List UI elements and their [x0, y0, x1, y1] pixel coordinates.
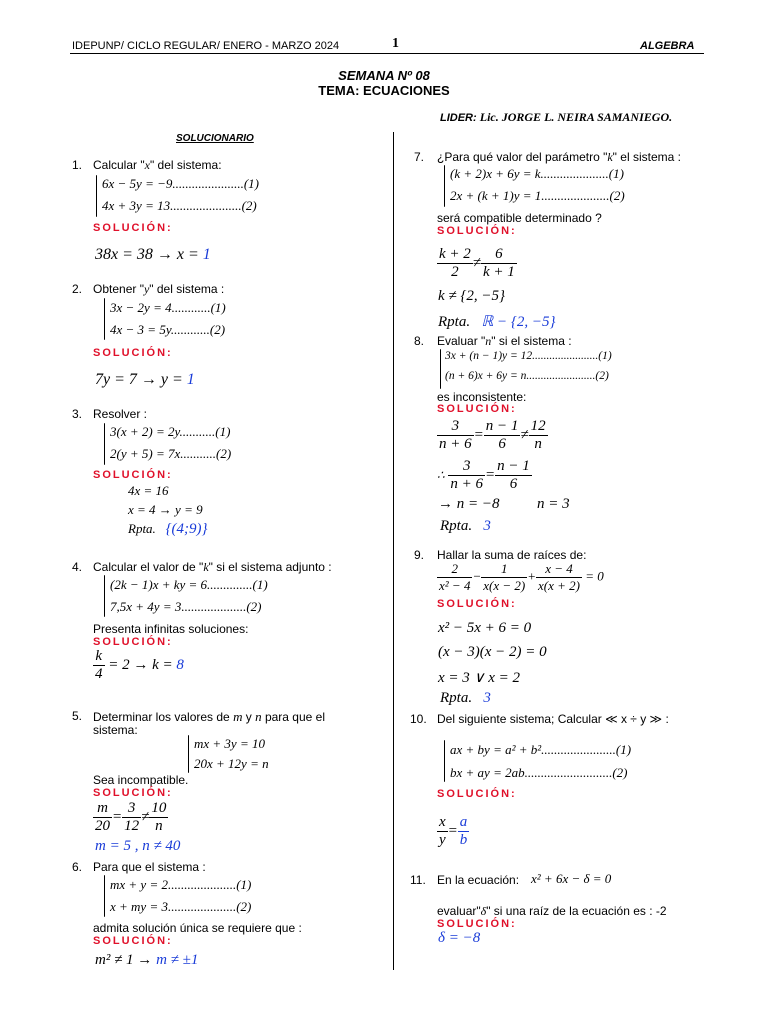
problem-4-text-a: Calcular el valor de " [93, 560, 204, 574]
problem-8-answer: 3 [483, 518, 491, 534]
problem-8-fraction-a [437, 418, 474, 453]
problem-9-rhs: = 0 [585, 568, 604, 584]
problem-9-rpta-label: Rpta. [440, 690, 473, 706]
problem-7-eq1: (k + 2)x + 6y = k.....................(1) [450, 166, 624, 181]
problem-4-answer: 8 [176, 656, 184, 673]
problem-5-solution: $\frac{m}{20}$ = $\frac{3}{12}$ ≠ $\frac{10}{n}$ [95, 800, 167, 834]
solucionario-heading: SOLUCIONARIO [176, 133, 254, 144]
problem-7-f1-num: k + 2 [439, 246, 471, 262]
problem-3-number: 3. [72, 407, 83, 421]
problem-8-a2-num: 3 [448, 458, 485, 476]
problem-6-number: 6. [72, 860, 83, 874]
problem-8-condition: es inconsistente: [437, 390, 527, 404]
problem-9-f3-num: x − 4 [536, 561, 582, 578]
lider-line [440, 110, 672, 125]
problem-8-step-1: $\frac{3}{n + 6}$ = $\frac{n - 1}{6}$ ≠ $\frac{12}{n}$ [439, 418, 546, 452]
problem-5-number: 5. [72, 709, 83, 723]
problem-10-f1-num: x [439, 814, 446, 830]
problem-2-answer: 1 [186, 371, 195, 388]
problem-1-solution [95, 246, 211, 264]
problem-11-solution-label: SOLUCIÓN: [437, 918, 517, 930]
problem-11-text2-b: " si una raíz de la ecuación es : -2 [486, 904, 667, 918]
problem-5-solution-label: SOLUCIÓN: [93, 787, 173, 799]
problem-1-eq2: 4x + 3y = 13......................(2) [102, 198, 257, 213]
problem-3-statement: Resolver : [93, 407, 148, 421]
problem-3-step-1: 4x = 16 [128, 483, 169, 498]
problem-4-text-b: " si el sistema adjunto : [208, 560, 332, 574]
problem-9-fraction-1 [437, 561, 472, 594]
problem-8-b-num: n − 1 [485, 418, 519, 434]
header-course: IDEPUNP/ CICLO REGULAR/ ENERO - MARZO 2024 [72, 40, 340, 52]
problem-5-eq1: mx + 3y = 10 [194, 736, 265, 751]
problem-8-c-num: 12 [530, 418, 546, 434]
problem-8-eq2: (n + 6)x + 6y = n........................(2) [445, 370, 609, 382]
problem-10-fraction-1 [437, 814, 448, 849]
problem-9-equation: $\frac{2}{\text{x² − 4}}$ − $\frac{1}{x(x - 2)}$ + $\frac{x - 4}{x(x + 2)}$ = 0 [439, 561, 604, 593]
problem-2-brace [104, 298, 105, 340]
problem-8-step-4: n = 3 [537, 496, 570, 512]
week-title: SEMANA Nº 08 [338, 68, 430, 83]
problem-7-var: k [607, 150, 613, 164]
problem-3-answer-line [128, 521, 208, 538]
problem-8-step-2: ∴ $\frac{3}{n + 6}$ = $\frac{n - 1}{6}$ [437, 458, 530, 492]
problem-4-statement [93, 560, 332, 575]
problem-9-statement: Hallar la suma de raíces de: [437, 548, 587, 562]
problem-9-number: 9. [414, 548, 425, 562]
problem-4-fraction-num: k [93, 648, 105, 666]
problem-5-brace [188, 735, 189, 773]
problem-9-f2-num: 1 [481, 561, 527, 578]
problem-2-eq1: 3x − 2y = 4............(1) [110, 300, 226, 315]
problem-10-brace [444, 740, 445, 782]
problem-5-f2-den: 12 [124, 818, 140, 834]
problem-6-brace [104, 875, 105, 917]
problem-10-answer-num: a [459, 814, 468, 830]
problem-6-condition: admita solución única se requiere que : [93, 921, 302, 935]
problem-8-solution-label: SOLUCIÓN: [437, 403, 517, 415]
problem-8-a2-den: n + 6 [450, 476, 484, 492]
problem-5-statement-cont: sistema: [93, 723, 138, 737]
problem-10-number: 10. [410, 712, 427, 726]
problem-7-number: 7. [414, 150, 425, 164]
problem-8-statement [437, 334, 572, 349]
problem-5-fraction-2 [122, 800, 141, 835]
problem-5-f3-den: n [155, 818, 163, 834]
header-subject: ALGEBRA [640, 40, 695, 52]
problem-5-f2-num: 3 [122, 800, 141, 818]
problem-6-solution-label: SOLUCIÓN: [93, 935, 173, 947]
problem-8-b2-den: 6 [509, 476, 518, 492]
problem-10-statement: Del siguiente sistema; Calcular ≪ x ÷ y ≫ : [437, 712, 669, 726]
header-rule [70, 53, 704, 54]
problem-10-solution-label: SOLUCIÓN: [437, 788, 517, 800]
problem-6-eq1: mx + y = 2.....................(1) [110, 877, 252, 892]
problem-5-fraction-1 [93, 800, 112, 835]
problem-8-c-den: n [534, 436, 542, 452]
problem-5-f1-num: m [93, 800, 112, 818]
problem-3-rpta-label: Rpta. [128, 521, 156, 536]
problem-5-text-a: Determinar los valores de [93, 710, 234, 724]
problem-11-equation: x² + 6x − δ = 0 [531, 871, 612, 886]
problem-7-solution-label: SOLUCIÓN: [437, 225, 517, 237]
problem-2-text-a: Obtener " [93, 282, 144, 296]
lider-name: Lic. JORGE L. NEIRA SAMANIEGO. [479, 110, 673, 124]
problem-5-f3-num: 10 [151, 800, 167, 816]
problem-8-b2-num: n − 1 [497, 458, 530, 474]
problem-4-brace [104, 575, 105, 617]
problem-8-text-b: " si el sistema : [491, 334, 572, 348]
problem-9-step-3: x = 3 ∨ x = 2 [438, 670, 521, 686]
problem-11-var: δ [480, 904, 487, 918]
problem-6-statement: Para que el sistema : [93, 860, 206, 874]
problem-7-solution-1: $\frac{k + 2}{2}$ ≠ $\frac{6}{k + 1}$ [439, 246, 515, 280]
problem-11-text2-a: evaluar" [437, 904, 481, 918]
problem-2-var: y [143, 282, 150, 296]
problem-1-eq1: 6x − 5y = −9......................(1) [102, 176, 260, 191]
problem-10-eq2: bx + ay = 2ab...........................(2) [450, 765, 628, 780]
problem-8-fraction-b [484, 418, 521, 453]
problem-8-fraction-c [529, 418, 548, 453]
lider-label: LIDER: [440, 112, 477, 124]
problem-1-solution-text: 38x = 38 → x = [95, 246, 203, 263]
problem-7-f1-den: 2 [451, 264, 459, 280]
problem-10-answer-den: b [459, 832, 468, 848]
problem-7-f2-den: k + 1 [483, 264, 515, 280]
problem-8-fraction-a2 [448, 458, 485, 493]
problem-2-eq2: 4x − 3 = 5y............(2) [110, 322, 226, 337]
implies-icon: ∴ [437, 467, 445, 482]
problem-5-condition: Sea incompatible. [93, 773, 189, 787]
problem-5-f1-den: 20 [95, 818, 110, 834]
problem-9-f2-den: x(x − 2) [483, 578, 526, 593]
problem-7-rpta-label: Rpta. [438, 314, 471, 330]
problem-10-eq1: ax + by = a² + b².......................(1) [450, 742, 632, 757]
problem-7-fraction-2 [481, 246, 517, 281]
problem-11-answer: δ = −8 [438, 930, 481, 946]
problem-2-solution [95, 371, 195, 389]
problem-8-a-num: 3 [437, 418, 474, 436]
problem-8-brace [440, 349, 441, 389]
problem-10-answer-fraction [458, 814, 470, 849]
problem-4-eq2: 7,5x + 4y = 3....................(2) [110, 599, 262, 614]
problem-9-answer-line [440, 690, 491, 707]
problem-9-solution-label: SOLUCIÓN: [437, 598, 517, 610]
problem-3-brace [104, 423, 105, 465]
topic-title: TEMA: ECUACIONES [318, 83, 450, 98]
problem-5-text-mid: y [242, 710, 256, 724]
problem-3-eq2: 2(y + 5) = 7x...........(2) [110, 446, 232, 461]
problem-5-text-b: para que el [261, 710, 326, 724]
problem-5-fraction-3 [149, 800, 168, 835]
problem-8-eq1: 3x + (n − 1)y = 12.......................(1) [445, 350, 612, 362]
problem-1-text-b: " del sistema: [149, 158, 222, 172]
problem-9-step-1: x² − 5x + 6 = 0 [438, 620, 532, 636]
problem-10-solution: $\frac{x}{y}$ = $\frac{a}{b}$ [439, 814, 468, 848]
problem-4-fraction-den: 4 [95, 666, 103, 682]
problem-7-fraction-1 [437, 246, 473, 281]
problem-8-a-den: n + 6 [439, 436, 472, 452]
problem-4-eq1: (2k − 1)x + ky = 6..............(1) [110, 577, 268, 592]
problem-7-solution-2: k ≠ {2, −5} [438, 288, 506, 304]
problem-6-solution [95, 952, 198, 969]
problem-2-solution-label: SOLUCIÓN: [93, 347, 173, 359]
problem-9-fraction-3 [536, 561, 582, 594]
problem-9-f1-num: 2 [437, 561, 472, 578]
problem-9-fraction-2 [481, 561, 527, 594]
problem-2-solution-text: 7y = 7 → y = [95, 371, 187, 388]
problem-7-brace [444, 165, 445, 207]
problem-1-brace [96, 175, 97, 217]
problem-7-answer: ℝ − {2, −5} [481, 314, 556, 330]
problem-5-var-n: n [255, 709, 262, 724]
problem-3-eq1: 3(x + 2) = 2y...........(1) [110, 424, 231, 439]
problem-11-number: 11. [410, 873, 426, 887]
problem-8-text-a: Evaluar " [437, 334, 486, 348]
problem-9-step-2: (x − 3)(x − 2) = 0 [438, 644, 547, 660]
problem-4-solution-label: SOLUCIÓN: [93, 636, 173, 648]
problem-7-statement [437, 150, 681, 165]
problem-8-answer-line [440, 518, 491, 535]
problem-3-solution-label: SOLUCIÓN: [93, 469, 173, 481]
problem-1-number: 1. [72, 158, 83, 172]
problem-7-condition: será compatible determinado ? [437, 211, 602, 225]
problem-10-f1-den: y [439, 832, 446, 848]
problem-3-step-2: x = 4 → y = 9 [128, 502, 203, 517]
problem-8-b-den: 6 [498, 436, 506, 452]
problem-9-answer: 3 [483, 690, 491, 706]
problem-8-number: 8. [414, 334, 425, 348]
problem-11-statement: En la ecuación: [437, 873, 520, 887]
problem-7-f2-num: 6 [481, 246, 517, 264]
column-divider [393, 132, 394, 970]
problem-7-eq2: 2x + (k + 1)y = 1.....................(2) [450, 188, 625, 203]
problem-11-statement-2 [437, 904, 667, 919]
problem-5-var-m: m [233, 709, 243, 724]
problem-4-solution-text: = 2 → k = [108, 656, 177, 673]
problem-4-condition: Presenta infinitas soluciones: [93, 622, 249, 636]
problem-1-text-a: Calcular " [93, 158, 145, 172]
problem-1-answer: 1 [202, 246, 211, 263]
problem-6-answer: m ≠ ±1 [156, 952, 199, 968]
problem-1-var: x [144, 158, 150, 172]
problem-8-var: n [485, 334, 492, 348]
problem-2-text-b: " del sistema : [149, 282, 225, 296]
problem-7-text-b: " el sistema : [612, 150, 681, 164]
problem-9-f1-den: x² − 4 [439, 578, 471, 593]
problem-6-eq2: x + my = 3.....................(2) [110, 899, 252, 914]
problem-2-number: 2. [72, 282, 83, 296]
problem-2-statement [93, 282, 224, 297]
problem-8-rpta-label: Rpta. [440, 518, 473, 534]
problem-4-number: 4. [72, 560, 83, 574]
problem-7-text-a: ¿Para qué valor del parámetro " [437, 150, 608, 164]
problem-1-solution-label: SOLUCIÓN: [93, 222, 173, 234]
problem-4-solution [93, 648, 184, 683]
problem-8-fraction-b2 [495, 458, 532, 493]
problem-6-solution-text: m² ≠ 1 → [95, 952, 157, 968]
problem-4-var: k [203, 560, 209, 574]
problem-1-statement [93, 158, 222, 173]
page-number: 1 [392, 36, 399, 51]
problem-7-answer-line [438, 312, 555, 331]
problem-9-f3-den: x(x + 2) [538, 578, 580, 593]
problem-8-step-3: → n = −8 [438, 496, 500, 512]
problem-5-answer: m = 5 , n ≠ 40 [95, 838, 181, 854]
problem-3-answer: {(4;9)} [165, 521, 208, 537]
problem-5-eq2: 20x + 12y = n [194, 756, 269, 771]
problem-4-fraction [93, 648, 105, 683]
